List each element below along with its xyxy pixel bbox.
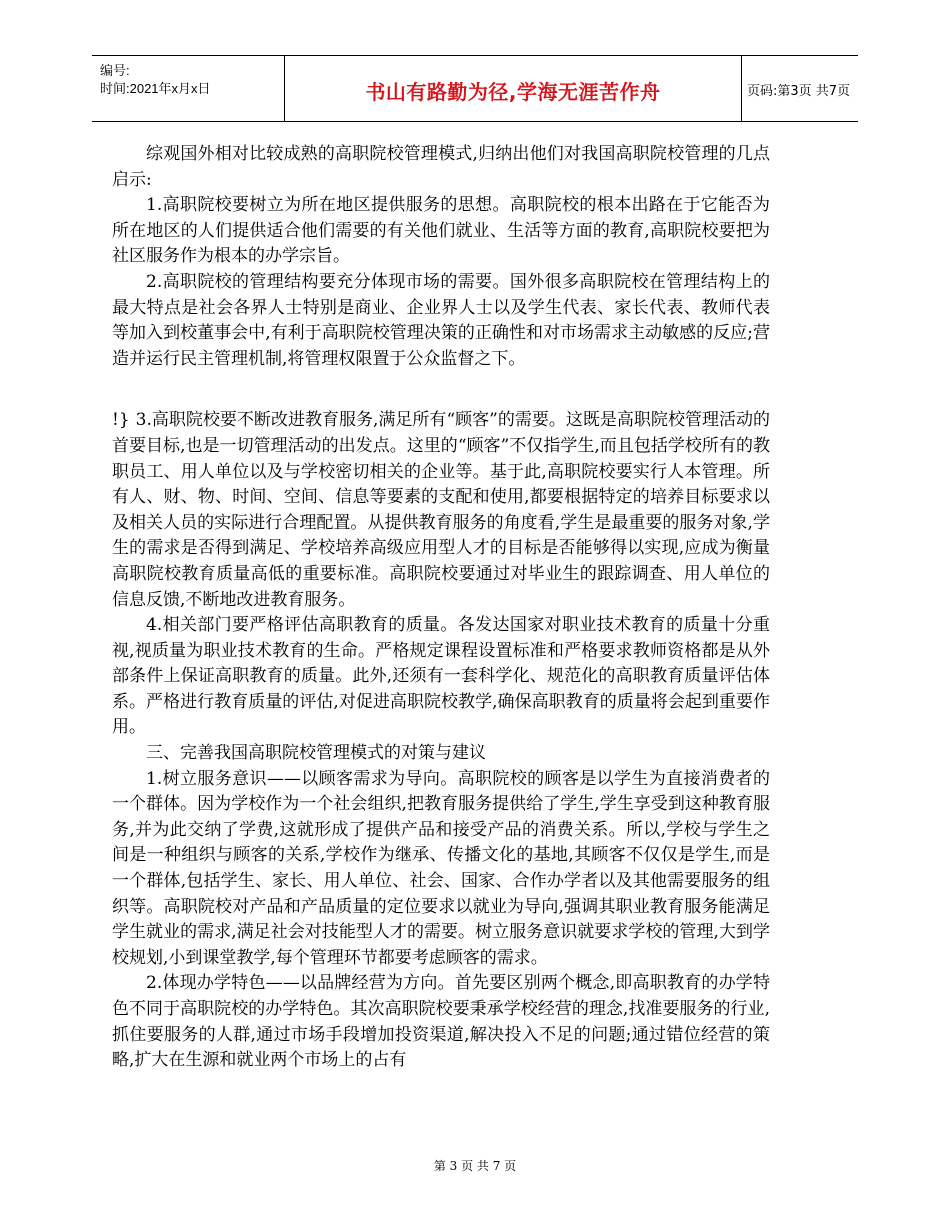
- document-number-label: 编号:: [100, 63, 130, 78]
- paragraph-point-1: 1.高职院校要树立为所在地区提供服务的思想。高职院校的根本出路在于它能否为所在地区的人们提供适合他们需要的有关他们就业、生活等方面的教育,高职院校要把为社区服务作为根本的办学宗旨。: [112, 195, 770, 267]
- paragraph-gap: [112, 372, 770, 408]
- paragraph-suggestion-2: 2.体现办学特色——以品牌经营为方向。首先要区别两个概念,即高职教育的办学特色不同于高职院校的办学特色。其次高职院校要秉承学校经营的理念,找准要服务的行业,抓住要服务的人群,通过市场手段增加投资渠道,解决投入不足的问题;通过错位经营的策略,扩大在生源和就业两个市场上的占有: [112, 973, 770, 1071]
- header-page-cell: [741, 56, 858, 121]
- header-meta: [92, 56, 284, 121]
- document-body: [112, 142, 770, 1074]
- paragraph-point-4: 4.相关部门要严格评估高职教育的质量。各发达国家对职业技术教育的质量十分重视,视质量为职业技术教育的生命。严格规定课程设置标准和严格要求教师资格都是从外部条件上保证高职教育的质量。此外,还须有一套科学化、规范化的高职教育质量评估体系。严格进行教育质量的评估,对促进高职院校教学,确保高职教育的质量将会起到重要作用。: [112, 615, 770, 738]
- header-motto: 书山有路勤为径,学海无涯苦作舟: [365, 80, 661, 104]
- page-footer: 第 3 页 共 7 页: [433, 1159, 517, 1173]
- stray-mark: !}: [112, 410, 130, 431]
- paragraph-point-3: [112, 408, 770, 613]
- paragraph-intro: 综观国外相对比较成熟的高职院校管理模式,归纳出他们对我国高职院校管理的几点启示:: [112, 144, 770, 190]
- paragraph-point-2: 2.高职院校的管理结构要充分体现市场的需要。国外很多高职院校在管理结构上的最大特点是社会各界人士特别是商业、企业界人士以及学生代表、家长代表、教师代表等加入到校董事会中,有利于高职院校管理决策的正确性和对市场需求主动敏感的反应;营造并运行民主管理机制,将管理权限置于公众监督之下。: [112, 271, 770, 369]
- header-page-info: 页码:第3页 共7页: [747, 84, 851, 99]
- paragraph-suggestion-1: 1.树立服务意识——以顾客需求为导向。高职院校的顾客是以学生为直接消费者的一个群体。因为学校作为一个社会组织,把教育服务提供给了学生,学生享受到这种教育服务,并为此交纳了学费,这就形成了提供产品和接受产品的消费关系。所以,学校与学生之间是一种组织与顾客的关系,学校作为继承、传播文化的基地,其顾客不仅仅是学生,而是一个群体,包括学生、家长、用人单位、社会、国家、合作办学者以及其他需要服务的组织等。高职院校对产品和产品质量的定位要求以就业为导向,强调其职业教育服务能满足学生就业的需求,满足社会对技能型人才的需要。树立服务意识就要求学校的管理,大到学校规划,小到课堂教学,每个管理环节都要考虑顾客的需求。: [112, 768, 770, 968]
- document-time-label: 时间:2021年x月x日: [100, 81, 211, 96]
- document-header: [92, 55, 858, 122]
- paragraph-point-3-text: 3.高职院校要不断改进教育服务,满足所有“顾客”的需要。这既是高职院校管理活动的首要目标,也是一切管理活动的出发点。这里的“顾客”不仅指学生,而且包括学校所有的教职员工、用人单位以及与学校密切相关的企业等。基于此,高职院校要实行人本管理。所有人、财、物、时间、空间、信息等要素的支配和使用,都要根据特定的培养目标要求以及相关人员的实际进行合理配置。从提供教育服务的角度看,学生是最重要的服务对象,学生的需求是否得到满足、学校培养高级应用型人才的目标是否能够得以实现,应成为衡量高职院校教育质量高低的重要标准。高职院校要通过对毕业生的跟踪调查、用人单位的信息反馈,不断地改进教育服务。: [112, 410, 770, 610]
- header-motto-cell: [284, 56, 742, 121]
- section-heading: 三、完善我国高职院校管理模式的对策与建议: [146, 743, 486, 764]
